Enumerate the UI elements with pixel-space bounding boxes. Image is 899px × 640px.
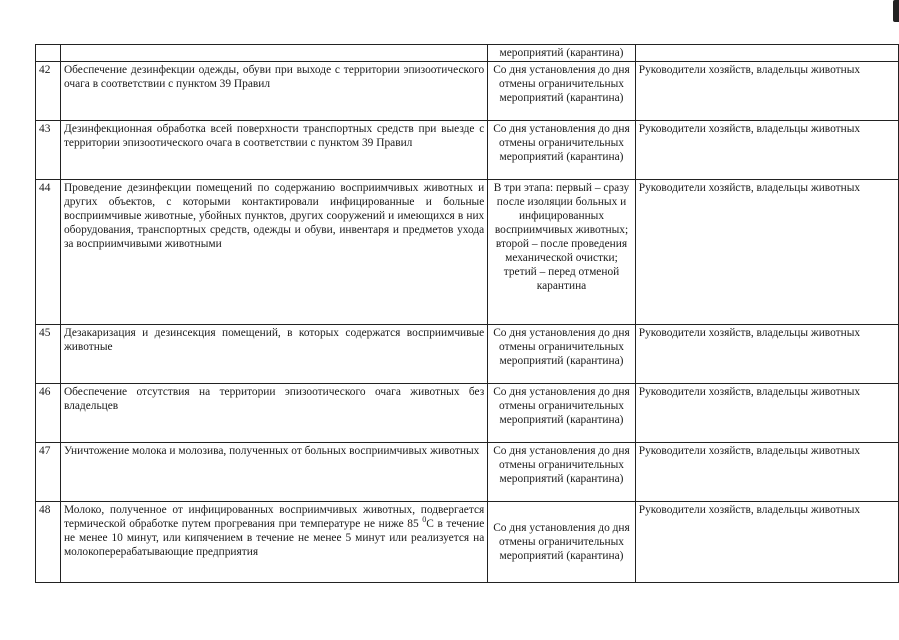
measure-responsible: Руководители хозяйств, владельцы животных — [635, 443, 898, 502]
measure-description: Дезинфекционная обработка всей поверхности транспортных средств при выезде с территории эпизоотического очага в соответствии с пунктом 39 Правил — [60, 121, 487, 180]
measure-term: Со дня установления до дня отмены ограничительных мероприятий (карантина) — [488, 443, 635, 502]
table-row — [36, 325, 899, 384]
measure-term: Со дня установления до дня отмены ограничительных мероприятий (карантина) — [488, 121, 635, 180]
table-row — [36, 384, 899, 443]
table-row — [36, 180, 899, 325]
page-edge-mark — [893, 0, 899, 22]
measure-term: Со дня установления до дня отмены ограничительных мероприятий (карантина) — [488, 325, 635, 384]
description-text-end: С в течение не менее 10 минут, или кипячением в течение не менее 5 минут или реализуется на молокоперерабатывающие предприятия — [63, 518, 485, 558]
row-number: 44 — [36, 180, 61, 325]
measure-term: мероприятий (карантина) — [488, 45, 635, 62]
measure-responsible: Руководители хозяйств, владельцы животных — [635, 121, 898, 180]
measure-description: Обеспечение дезинфекции одежды, обуви при выходе с территории эпизоотического очага в соответствии с пунктом 39 Правил — [60, 62, 487, 121]
row-number: 42 — [36, 62, 61, 121]
row-number: 43 — [36, 121, 61, 180]
description-text-start: Молоко, полученное от инфицированных восприимчивых животных, подвергается термической обработке путем прогревания при температуре не ниже 85 — [63, 504, 485, 530]
measure-responsible: Руководители хозяйств, владельцы животных — [635, 180, 898, 325]
measure-description — [60, 502, 487, 583]
measure-description: Проведение дезинфекции помещений по содержанию восприимчивых животных и других объектов, с которыми контактировали инфицированные и больные восприимчивые животные, убойных пунктов, других сооружений и имеющихся в них оборудования, транспортных средств, одежды и обуви, инвентаря и предметов ухода за восприимчивыми животными — [60, 180, 487, 325]
measure-term: В три этапа: первый – сразу после изоляции больных и инфицированных восприимчивых животных; второй – после проведения механической очистки; третий – перед отменой карантина — [488, 180, 635, 325]
measure-description: Дезакаризация и дезинсекция помещений, в которых содержатся восприимчивые животные — [60, 325, 487, 384]
measure-term: Со дня установления до дня отмены ограничительных мероприятий (карантина) — [488, 502, 635, 583]
measure-term: Со дня установления до дня отмены ограничительных мероприятий (карантина) — [488, 384, 635, 443]
row-number — [36, 45, 61, 62]
table-row — [36, 443, 899, 502]
row-number: 47 — [36, 443, 61, 502]
measure-responsible: Руководители хозяйств, владельцы животных — [635, 325, 898, 384]
degree-superscript: 0 — [422, 515, 427, 525]
measure-description: Уничтожение молока и молозива, полученных от больных восприимчивых животных — [60, 443, 487, 502]
measure-responsible: Руководители хозяйств, владельцы животных — [635, 384, 898, 443]
table-row — [36, 502, 899, 583]
table-row — [36, 62, 899, 121]
row-number: 48 — [36, 502, 61, 583]
measures-table — [35, 44, 899, 583]
measure-term: Со дня установления до дня отмены ограничительных мероприятий (карантина) — [488, 62, 635, 121]
table-row — [36, 121, 899, 180]
measure-responsible — [635, 45, 898, 62]
table-row — [36, 45, 899, 62]
row-number: 46 — [36, 384, 61, 443]
measure-responsible: Руководители хозяйств, владельцы животных — [635, 62, 898, 121]
row-number: 45 — [36, 325, 61, 384]
measure-description — [60, 45, 487, 62]
measure-description: Обеспечение отсутствия на территории эпизоотического очага животных без владельцев — [60, 384, 487, 443]
measure-responsible: Руководители хозяйств, владельцы животных — [635, 502, 898, 583]
